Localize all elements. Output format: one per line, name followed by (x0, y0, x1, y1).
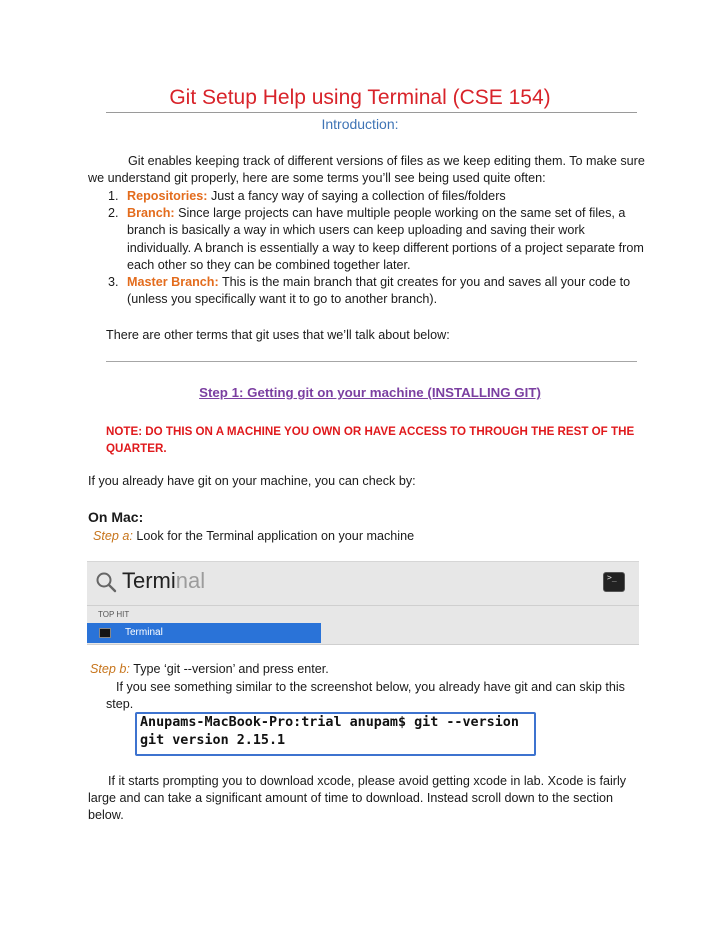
step-a (93, 528, 414, 545)
step1-heading: Step 1: Getting git on your machine (INSTALLING GIT) (199, 385, 541, 400)
list-number: 3. (108, 275, 119, 290)
terminal-icon: >_ (603, 572, 625, 592)
terminal-line-output: git version 2.15.1 (140, 733, 286, 748)
terms-list (108, 188, 648, 308)
terminal-line-command: Anupams-MacBook-Pro:trial anupam$ git --version (140, 715, 519, 730)
spotlight-result-label: Terminal (125, 627, 163, 638)
list-item (108, 188, 648, 205)
step-b-label: Step b: (90, 662, 130, 676)
intro-text: Git enables keeping track of different versions of files as we keep editing them. To make sure we understand git properly, here are some terms you’ll see being used quite often: (88, 154, 645, 186)
note-warning: NOTE: DO THIS ON A MACHINE YOU OWN OR HAVE ACCESS TO THROUGH THE REST OF THE QUARTER. (106, 425, 635, 456)
intro-paragraph (88, 153, 648, 187)
section-divider (106, 361, 637, 362)
spotlight-divider (87, 605, 639, 606)
term-definition: Since large projects can have multiple people working on the same set of files, a branch is basically a way in which users can keep uploading and saving their work individually. A branch is essentially a way to keep different portions of a project separate from each other so they can be combined together later. (127, 206, 644, 272)
other-terms-text: There are other terms that git uses that we’ll talk about below: (106, 328, 450, 342)
search-icon (95, 571, 117, 593)
xcode-text: If it starts prompting you to download xcode, please avoid getting xcode in lab. Xcode is fairly large and can take a significant amount of time to download. Instead scroll down to the section below. (88, 774, 627, 823)
top-hit-label: TOP HIT (98, 610, 130, 619)
terminal-screenshot (135, 712, 536, 756)
terminal-icon (99, 628, 111, 638)
list-number: 1. (108, 189, 119, 203)
term-definition: This is the main branch that git creates for you and saves all your code to (unless you specifically want it to go to another branch). (127, 275, 631, 307)
step-b-text: Type ‘git --version’ and press enter. (129, 662, 329, 676)
spotlight-result-terminal[interactable] (87, 623, 321, 643)
skip-paragraph (106, 679, 646, 713)
list-item (108, 205, 648, 274)
term-branch: Branch: (127, 206, 175, 221)
spotlight-query[interactable] (122, 568, 205, 594)
page-subtitle: Introduction: (321, 116, 399, 132)
skip-text: If you see something similar to the screenshot below, you already have git and can skip this step. (106, 680, 625, 712)
spotlight-screenshot (87, 561, 639, 645)
spotlight-suggestion: nal (175, 568, 206, 593)
step-a-label: Step a: (93, 529, 133, 543)
term-master-branch: Master Branch: (127, 275, 219, 290)
step-a-text: Look for the Terminal application on your machine (132, 529, 415, 543)
on-mac-heading: On Mac: (88, 509, 144, 525)
check-text: If you already have git on your machine, you can check by: (88, 474, 416, 488)
page-title: Git Setup Help using Terminal (CSE 154) (169, 86, 551, 109)
xcode-paragraph (88, 773, 648, 825)
term-definition: Just a fancy way of saying a collection of files/folders (207, 189, 506, 203)
list-number: 2. (108, 206, 119, 221)
list-item (108, 274, 648, 308)
title-rule (106, 112, 637, 113)
step-b (90, 661, 329, 678)
spotlight-typed: Termi (122, 568, 176, 593)
term-repositories: Repositories: (127, 189, 208, 203)
